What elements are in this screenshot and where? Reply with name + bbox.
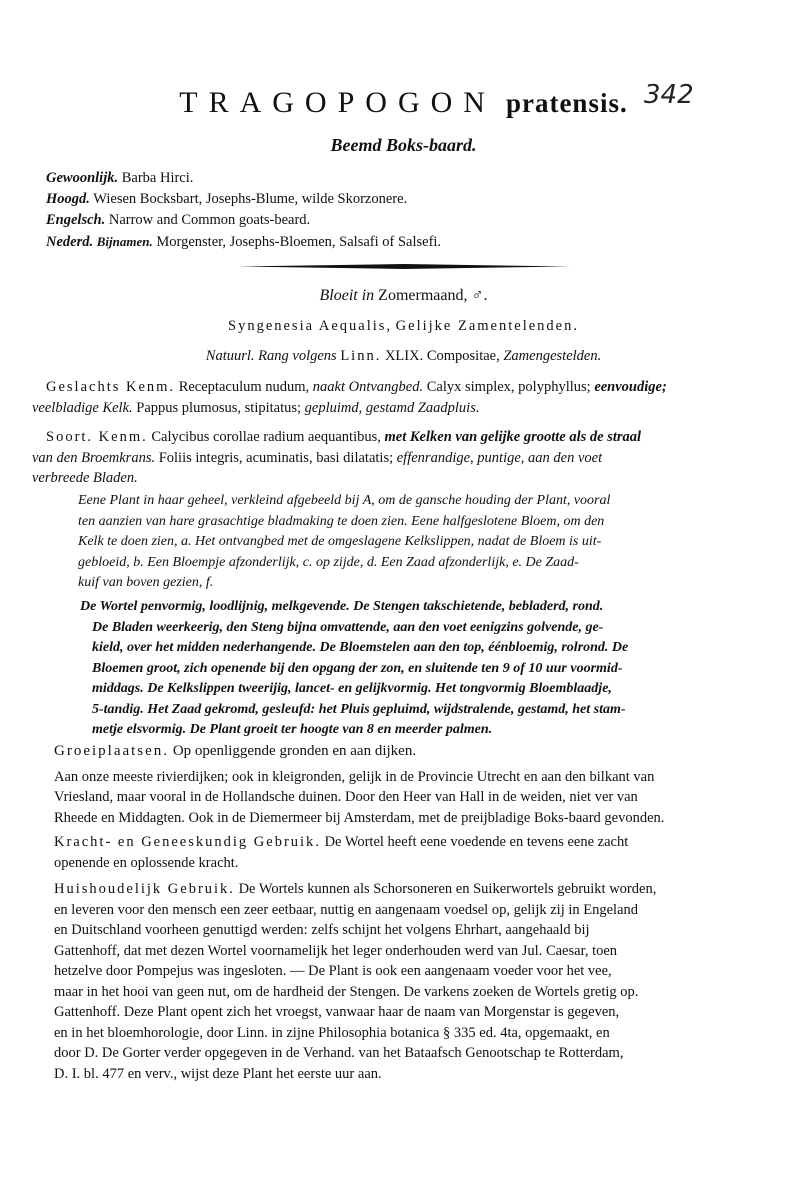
flowering-line: Bloeit in Zomermaand, ♂.	[319, 287, 488, 304]
name-row: Nederd. Bijnamen. Morgenster, Josephs-Bloemen, Salsafi of Salsefi.	[46, 234, 442, 250]
species-characteristics: Soort. Kenm. Calycibus corollae radium aequantibus, met Kelken van gelijke grootte als de straal van den Broemkrans. Foliis integris, acuminatis, basi dilatatis; effenrandige, puntige, aan den voet verbreede Bladen.	[32, 429, 642, 486]
name-row: Gewoonlijk. Barba Hirci.	[46, 170, 194, 186]
illustration-description: Eene Plant in haar geheel, verkleind afgebeeld bij A, om de gansche houding der Plant, vooral ten aanzien van hare grasachtige bladmaking te doen zien. Eene halfgeslotene Bloem, om den Kelk te doen zien, a. Het ontvangbed met de omgeslagene Kelkslippen, nadat de Bloem is uit- gebloeid, b. Een Bloempje afzonderlijk, c. op zijde, d. Een Zaad afzonderlijk, e. De Zaad- kuif van boven gezien, f.	[78, 493, 611, 590]
ornamental-divider	[238, 264, 570, 269]
name-row: Engelsch. Narrow and Common goats-beard.	[46, 212, 311, 228]
name-row: Hoogd. Wiesen Bocksbart, Josephs-Blume, wilde Skorzonere.	[46, 191, 408, 207]
natural-order-line: Natuurl. Rang volgens Linn. XLIX. Compositae, Zamengestelden.	[205, 348, 602, 364]
title-species: pratensis.	[505, 88, 628, 118]
plant-description: De Wortel penvormig, loodlijnig, melkgevende. De Stengen takschietende, bebladerd, rond. De Bladen weerkeerig, den Steng bijna omvattende, aan den voet eenigzins golvende, ge- kield, over het midden nederhangende. De Bloemstelen aan den top, éénbloemig, rolrond. De Bloemen groot, zich openende bij den opgang der zon, en sluitende ten 9 of 10 uur voormid- middags. De Kelkslippen tweerijig, lancet- en gelijkvormig. Het tongvormig Bloemblaadje, 5-tandig. Het Zaad gekromd, gesleufd: het Pluis gepluimd, wijdstralende, gestamd, het stam- metje elsvormig. De Plant groeit ter hoogte van 8 en meerder palmen.	[80, 599, 629, 737]
handwritten-page-number: 342	[644, 80, 694, 110]
page-subtitle: Beemd Boks-baard.	[330, 135, 477, 155]
genus-characteristics: Geslachts Kenm. Receptaculum nudum, naakt Ontvangbed. Calyx simplex, polyphyllus; eenvoudige; veelbladige Kelk. Pappus plumosus, stipitatus; gepluimd, gestamd Zaadpluis.	[32, 379, 667, 416]
medicinal-use-section: Kracht- en Geneeskundig Gebruik. De Wortel heeft eene voedende en tevens eene zacht openende en oplossende kracht.	[54, 834, 629, 871]
household-use-section: Huishoudelijk Gebruik. De Wortels kunnen als Schorsoneren en Suikerwortels gebruikt worden, en leveren voor den mensch een zeer eetbaar, nuttig en aangenaam voedsel op, gelijk zij in Engeland en Duitschland voorheen genuttigd werden: zelfs schijnt het volgens Ehrhart, aangehaald bij Gattenhoff, dat met dezen Wortel voornamelijk het leger onderhouden werd van Jul. Caesar, toen hetzelve door Pompejus was ingesloten. — De Plant is ook een aangenaam voeder voor het vee, maar in het hooi van geen nut, om de hardheid der Stengen. De varkens zoeken de Wortels gretig op. Gattenhoff. Deze Plant opent zich het vroegst, vanwaar haar de naam van Morgenstar is gegeven, en in het bloemhorologie, door Linn. in zijne Philosophia botanica § 335 ed. 4ta, opgemaakt, en door D. De Gorter verder opgegeven in de Verhand. van het Bataafsch Genootschap te Rotterdam, D. I. bl. 477 en verv., wijst deze Plant het eerste uur aan.	[54, 881, 657, 1082]
habitat-section: Groeiplaatsen. Op openliggende gronden en aan dijken. Aan onze meeste rivierdijken; ook in kleigronden, gelijk in de Provincie Utrecht en aan den bilkant van Vriesland, maar vooral in de Hollandsche duinen. Door den Heer van Hall in de weiden, niet ver van Rheede en Middagten. Ook in de Diemermeer bij Amsterdam, met de preijbladige Boks-baard gevonden.	[54, 743, 665, 826]
title-genus: TRAGOPOGON	[179, 86, 496, 119]
system-line: Syngenesia Aequalis, Gelijke Zamentelenden.	[228, 318, 579, 334]
common-names	[46, 168, 766, 253]
